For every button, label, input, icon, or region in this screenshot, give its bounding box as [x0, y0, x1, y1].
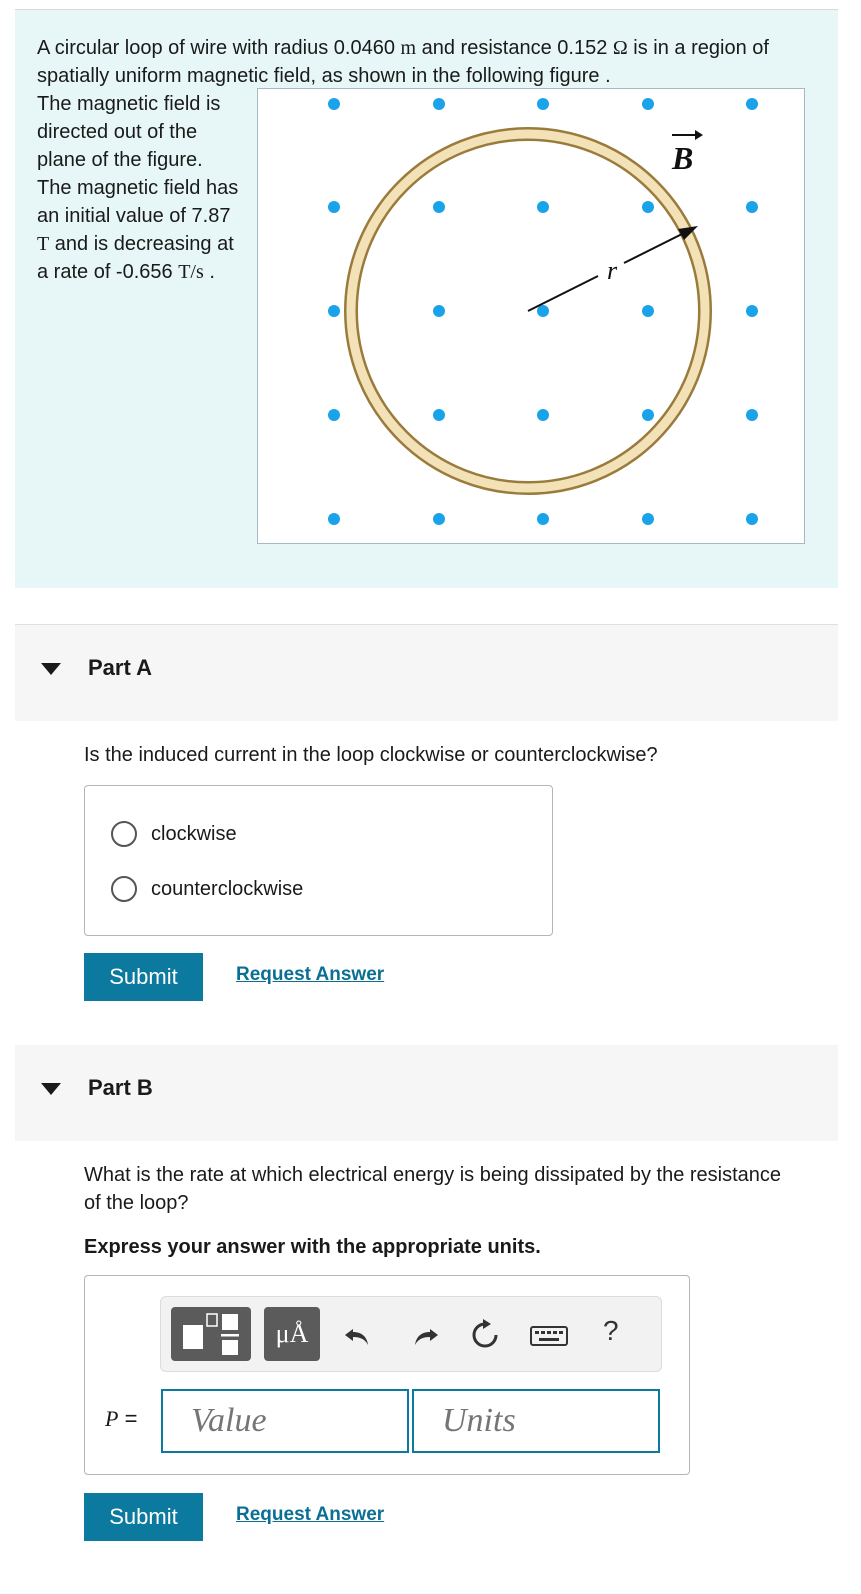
undo-icon[interactable] [341, 1317, 377, 1353]
help-button[interactable]: ? [603, 1315, 619, 1346]
field-dot [328, 513, 340, 525]
field-dot [642, 201, 654, 213]
field-dot [537, 513, 549, 525]
field-dot [328, 201, 340, 213]
part-b-submit-button[interactable]: Submit [84, 1493, 203, 1541]
field-dot [433, 305, 445, 317]
option-clockwise[interactable] [111, 819, 237, 849]
field-dot [642, 305, 654, 317]
part-a-submit-button[interactable]: Submit [84, 953, 203, 1001]
field-dot [642, 409, 654, 421]
part-b-header[interactable] [15, 1045, 838, 1141]
loop-figure-svg [258, 89, 804, 543]
field-dot [746, 98, 758, 110]
problem-field-description: The magnetic field is directed out of the plane of the figure. The magnetic field has an initial value of 7.87 T and is decreasing at a rate of -0.656 T/s . [37, 93, 239, 283]
problem-intro: A circular loop of wire with radius 0.0460 m and resistance 0.152 Ω is in a region of spatially uniform magnetic field, as shown in the following figure . [37, 37, 769, 87]
field-dot [746, 513, 758, 525]
field-dot [433, 513, 445, 525]
templates-button[interactable] [171, 1307, 251, 1361]
field-dot [537, 409, 549, 421]
redo-icon[interactable] [406, 1317, 442, 1353]
field-dots [328, 98, 758, 525]
field-dot [328, 409, 340, 421]
loop-figure [257, 88, 805, 544]
collapse-caret-icon[interactable] [41, 1083, 61, 1095]
field-dot [642, 98, 654, 110]
field-dot [746, 305, 758, 317]
fraction-template-icon [171, 1307, 251, 1361]
field-dot [433, 409, 445, 421]
field-dot [537, 305, 549, 317]
field-dot [328, 98, 340, 110]
option-counterclockwise[interactable] [111, 874, 303, 904]
reset-icon[interactable] [467, 1317, 503, 1353]
units-input[interactable] [412, 1389, 660, 1453]
part-b-answer-box [84, 1275, 690, 1475]
part-b-question: What is the rate at which electrical energy is being dissipated by the resistance of the loop? [84, 1164, 782, 1214]
radio-circle-icon[interactable] [111, 821, 137, 847]
math-toolbar [160, 1296, 662, 1372]
radius-line-inner [528, 276, 598, 311]
field-dot [328, 305, 340, 317]
collapse-caret-icon[interactable] [41, 663, 61, 675]
problem-statement [15, 10, 838, 588]
field-dot [433, 98, 445, 110]
radio-circle-icon[interactable] [111, 876, 137, 902]
part-a-question: Is the induced current in the loop clockwise or counterclockwise? [84, 744, 658, 766]
part-a-header[interactable] [15, 624, 838, 721]
field-dot [433, 201, 445, 213]
field-dot [642, 513, 654, 525]
field-dot [746, 409, 758, 421]
part-a-title: Part A [88, 655, 152, 680]
option-label: clockwise [151, 822, 237, 845]
variable-label: P = [105, 1406, 138, 1431]
field-label: B [672, 140, 694, 176]
option-label: counterclockwise [151, 877, 304, 900]
radius-label: r [607, 256, 618, 285]
part-a-options [84, 785, 553, 936]
keyboard-icon[interactable] [529, 1317, 569, 1353]
part-b-title: Part B [88, 1075, 153, 1100]
value-input[interactable] [161, 1389, 409, 1453]
part-b-request-answer-link[interactable]: Request Answer [236, 1504, 385, 1525]
units-button[interactable]: μÅ [264, 1307, 320, 1361]
field-dot [537, 98, 549, 110]
radius-line-outer [624, 230, 690, 263]
part-b-instruction: Express your answer with the appropriate units. [84, 1236, 541, 1258]
field-vector-arrow [695, 130, 703, 140]
field-dot [537, 201, 549, 213]
field-dot [746, 201, 758, 213]
part-a-request-answer-link[interactable]: Request Answer [236, 964, 385, 985]
